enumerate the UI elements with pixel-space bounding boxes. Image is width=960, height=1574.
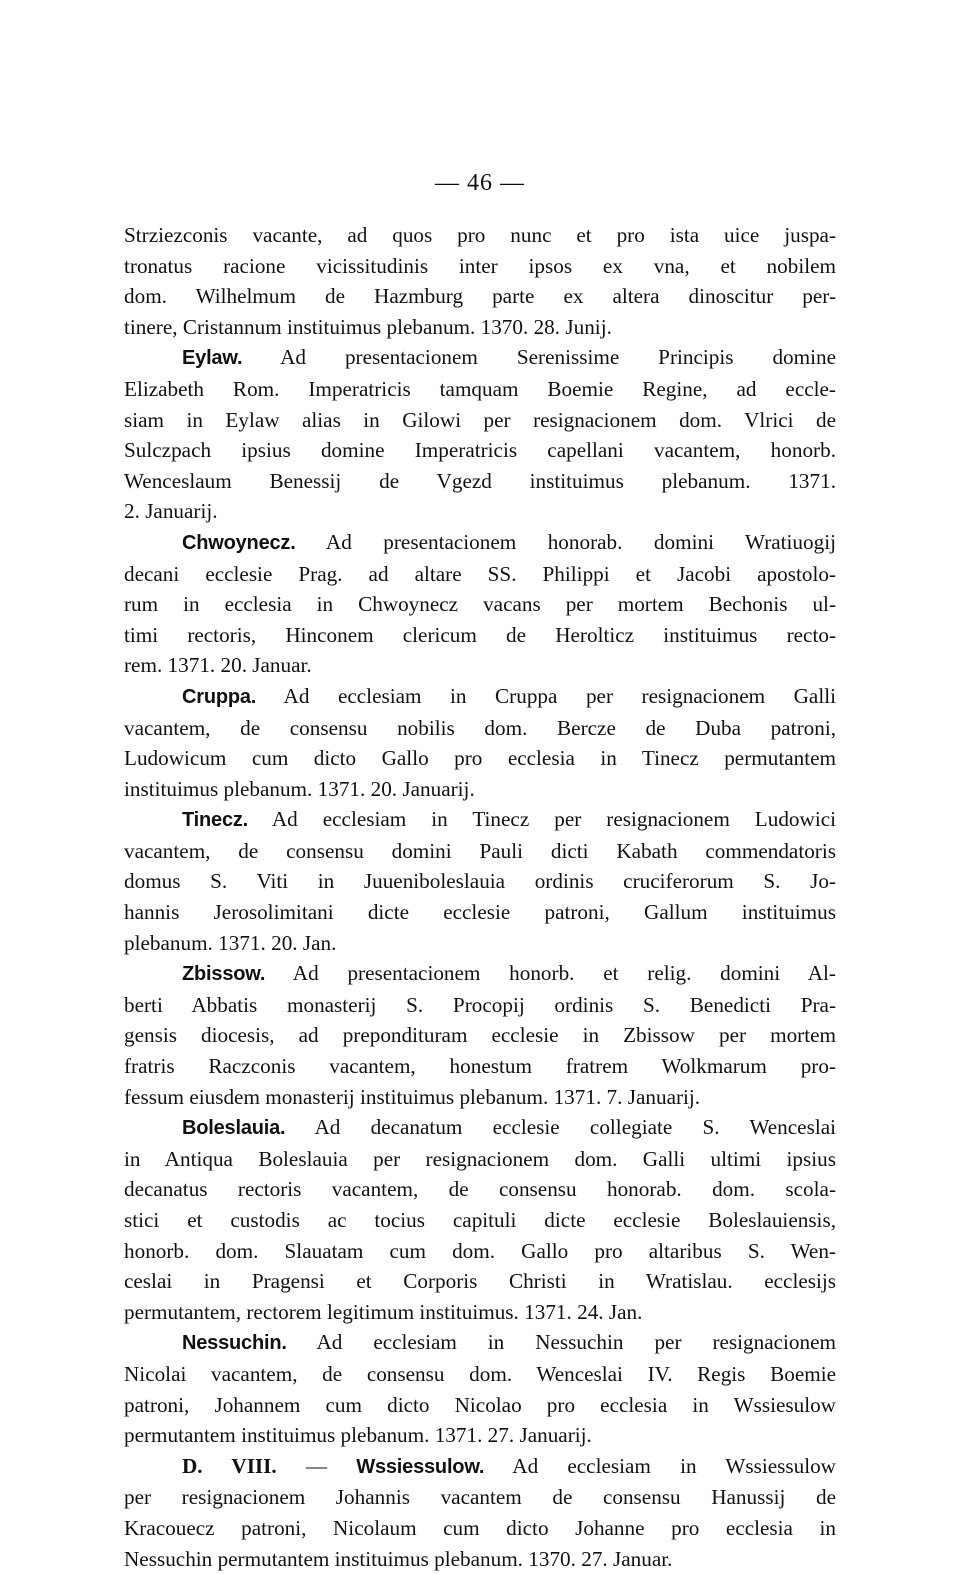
entry-first-line	[124, 527, 836, 559]
line-text: Ad presentacionem Serenissime Principis domine	[242, 345, 836, 370]
text-line	[124, 435, 836, 466]
text-line	[124, 1051, 836, 1082]
text-line	[124, 1482, 836, 1513]
text-line	[124, 1544, 836, 1574]
place-heading: Nessuchin.	[182, 1332, 287, 1355]
line-text: 2. Januarij.	[124, 499, 218, 524]
text-line	[124, 774, 836, 805]
text-line	[124, 1205, 836, 1236]
line-text: instituimus plebanum. 1371. 20. Januarij.	[124, 776, 475, 801]
line-text: rum in ecclesia in Chwoynecz vacans per mortem Bechonis ul-	[124, 592, 836, 617]
text-line	[124, 1297, 836, 1328]
text-line	[124, 928, 836, 959]
text-line	[124, 836, 836, 867]
text-line	[124, 1236, 836, 1267]
text-line	[124, 1174, 836, 1205]
entry-first-line	[124, 681, 836, 713]
text-line	[124, 1390, 836, 1421]
entry-first-line	[124, 1327, 836, 1359]
line-text: rem. 1371. 20. Januar.	[124, 653, 312, 678]
place-heading: Tinecz.	[182, 809, 249, 832]
line-text: Ad ecclesiam in Wssiessulow	[484, 1453, 836, 1478]
section-marker: D. VIII.	[182, 1453, 277, 1478]
text-line	[124, 650, 836, 681]
place-heading: Boleslauia.	[182, 1117, 286, 1140]
text-line	[124, 713, 836, 744]
line-text: fratris Raczconis vacantem, honestum fratrem Wolkmarum pro-	[124, 1054, 836, 1079]
line-text: Ad presentacionem honorb. et relig. domini Al-	[265, 961, 836, 986]
text-line	[124, 866, 836, 897]
line-text: fessum eiusdem monasterij instituimus plebanum. 1371. 7. Januarij.	[124, 1084, 701, 1109]
text-line	[124, 1082, 836, 1113]
line-text: Nicolai vacantem, de consensu dom. Wenceslai IV. Regis Boemie	[124, 1361, 836, 1386]
text-line	[124, 466, 836, 497]
line-text: honorb. dom. Slauatam cum dom. Gallo pro altaribus S. Wen-	[124, 1238, 836, 1263]
line-text: decani ecclesie Prag. ad altare SS. Philippi et Jacobi apostolo-	[124, 561, 836, 586]
line-text: patroni, Johannem cum dicto Nicolao pro ecclesia in Wssiesulow	[124, 1392, 836, 1417]
entry-first-line	[124, 1451, 836, 1483]
page-number: — 46 —	[435, 170, 525, 196]
entry-first-line	[124, 1112, 836, 1144]
text-line	[124, 281, 836, 312]
line-text: timi rectoris, Hinconem clericum de Herolticz instituimus recto-	[124, 622, 836, 647]
line-text: Ad ecclesiam in Nessuchin per resignacionem	[286, 1330, 836, 1355]
line-text: tinere, Cristannum instituimus plebanum. 1370. 28. Junij.	[124, 314, 612, 339]
line-text: Strziezconis vacante, ad quos pro nunc et pro ista uice juspa-	[124, 223, 836, 247]
line-text: vacantem, de consensu nobilis dom. Bercze de Duba patroni,	[124, 715, 836, 740]
text-line	[124, 1144, 836, 1175]
text-line	[124, 1020, 836, 1051]
text-line	[124, 405, 836, 436]
text-line	[124, 1420, 836, 1451]
line-text: tronatus racione vicissitudinis inter ipsos ex vna, et nobilem	[124, 253, 836, 278]
line-text: stici et custodis ac tocius capituli dicte ecclesie Boleslauiensis,	[124, 1208, 836, 1232]
line-text: berti Abbatis monasterij S. Procopij ordinis S. Benedicti Pra-	[124, 992, 836, 1017]
line-text: in Antiqua Boleslauia per resignacionem dom. Galli ultimi ipsius	[124, 1146, 836, 1171]
text-line	[124, 312, 836, 343]
line-text: vacantem, de consensu domini Pauli dicti Kabath commendatoris	[124, 838, 836, 863]
line-text: Ad ecclesiam in Tinecz per resignacionem Ludowici	[248, 807, 836, 832]
line-text: Ad ecclesiam in Cruppa per resignacionem Galli	[256, 683, 836, 708]
line-text: permutantem, rectorem legitimum instituimus. 1371. 24. Jan.	[124, 1299, 643, 1324]
line-text: ceslai in Pragensi et Corporis Christi in Wratislau. ecclesijs	[124, 1269, 836, 1294]
line-text: Elizabeth Rom. Imperatricis tamquam Boemie Regine, ad eccle-	[124, 376, 836, 401]
place-heading: Chwoynecz.	[182, 531, 296, 554]
line-text: siam in Eylaw alias in Gilowi per resignacionem dom. Vlrici de	[124, 407, 836, 432]
text-line	[124, 251, 836, 282]
line-text: plebanum. 1371. 20. Jan.	[124, 930, 337, 955]
text-line	[124, 1266, 836, 1297]
line-text: Nessuchin permutantem instituimus plebanum. 1370. 27. Januar.	[124, 1546, 673, 1571]
section-dash: —	[276, 1453, 357, 1478]
text-line	[124, 559, 836, 590]
line-text: Ludowicum cum dicto Gallo pro ecclesia in Tinecz permutantem	[124, 746, 836, 771]
text-line	[124, 620, 836, 651]
place-heading: Zbissow.	[182, 963, 266, 986]
place-heading: Wssiessulow.	[356, 1455, 485, 1478]
place-heading: Cruppa.	[182, 685, 257, 708]
text-line	[124, 1513, 836, 1544]
entry-first-line	[124, 804, 836, 836]
line-text: Wenceslaum Benessij de Vgezd instituimus plebanum. 1371.	[124, 468, 836, 493]
line-text: decanatus rectoris vacantem, de consensu honorab. dom. scola-	[124, 1177, 836, 1202]
entry-first-line	[124, 342, 836, 374]
text-line	[124, 743, 836, 774]
text-line	[124, 496, 836, 527]
line-text: per resignacionem Johannis vacantem de consensu Hanussij de	[124, 1485, 836, 1510]
line-text: Sulczpach ipsius domine Imperatricis capellani vacantem, honorb.	[124, 438, 836, 463]
place-heading: Eylaw.	[182, 347, 243, 370]
line-text: dom. Wilhelmum de Hazmburg parte ex altera dinoscitur per-	[124, 284, 836, 309]
line-text: Ad decanatum ecclesie collegiate S. Wenceslai	[285, 1115, 836, 1140]
text-line	[124, 1359, 836, 1390]
text-line	[124, 374, 836, 405]
line-text: permutantem instituimus plebanum. 1371. 27. Januarij.	[124, 1423, 592, 1448]
line-text: Kracouecz patroni, Nicolaum cum dicto Johanne pro ecclesia in	[124, 1515, 836, 1540]
text-line	[124, 990, 836, 1021]
entry-first-line	[124, 958, 836, 990]
line-text: domus S. Viti in Juueniboleslauia ordinis cruciferorum S. Jo-	[124, 869, 836, 894]
line-text: gensis diocesis, ad prepondituram ecclesie in Zbissow per mortem	[124, 1023, 836, 1048]
text-line	[124, 897, 836, 928]
text-line	[124, 589, 836, 620]
line-text: hannis Jerosolimitani dicte ecclesie patroni, Gallum instituimus	[124, 900, 836, 925]
line-text: Ad presentacionem honorab. domini Wratiuogij	[295, 529, 836, 554]
document-body	[124, 220, 836, 1574]
text-line	[124, 220, 836, 251]
